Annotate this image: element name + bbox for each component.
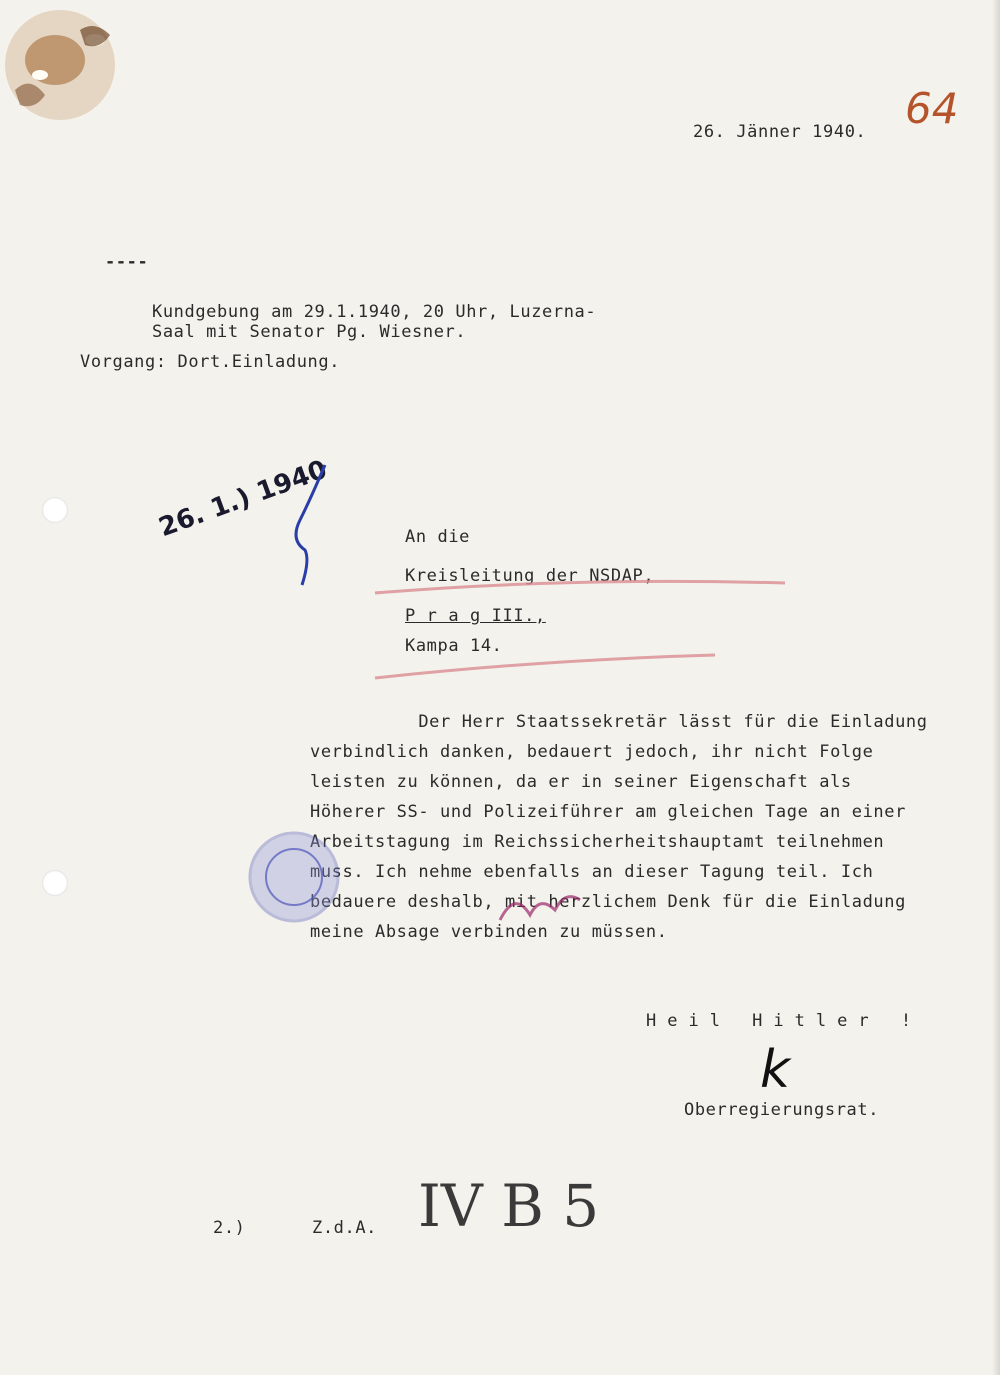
recipient-line-4: Kampa 14. <box>405 636 503 656</box>
red-underline-2 <box>370 650 720 685</box>
seal-outer-ring <box>250 833 338 921</box>
recipient-line-1: An die <box>405 527 471 547</box>
salutation: Heil Hitler ! <box>646 1011 923 1031</box>
body-line: Arbeitstagung im Reichssicherheitshauptamt teilnehmen <box>310 832 885 852</box>
body-line: meine Absage verbinden zu müssen. <box>310 922 668 942</box>
punch-hole-bottom <box>42 870 68 896</box>
folio-number: 64 <box>905 84 959 133</box>
punch-hole-top <box>42 497 68 523</box>
red-underline-1 <box>370 575 790 600</box>
red-pencil-stroke-2 <box>375 655 715 678</box>
recipient-line-2: Kreisleitung der NSDAP, <box>405 566 655 586</box>
signatory-title: Oberregierungsrat. <box>684 1100 880 1120</box>
subject-line-1: Kundgebung am 29.1.1940, 20 Uhr, Luzerna- <box>152 302 597 322</box>
purple-stroke <box>500 897 580 920</box>
body-line: verbindlich danken, bedauert jedoch, ihr nicht Folge <box>310 742 874 762</box>
dash-mark: ---- <box>105 252 149 272</box>
pencil-stroke <box>296 465 325 585</box>
filing-mark: IV B 5 <box>418 1172 600 1240</box>
body-line: muss. Ich nehme ebenfalls an dieser Tagung teil. Ich <box>310 862 874 882</box>
purple-initials-mark <box>495 880 585 940</box>
reference-line: Vorgang: Dort.Einladung. <box>80 352 341 372</box>
body-line: Höherer SS- und Polizeiführer am gleichen Tage an einer <box>310 802 906 822</box>
footer-instruction: Z.d.A. <box>312 1218 378 1238</box>
burn-stain <box>0 0 160 150</box>
received-date-stamp: 26. 1.) 1940 <box>155 454 332 544</box>
stain-hole-2 <box>32 70 48 80</box>
signature: k <box>760 1040 791 1100</box>
blue-pencil-mark <box>280 460 340 590</box>
red-pencil-stroke-1 <box>375 581 785 593</box>
office-seal-stamp <box>247 830 342 925</box>
body-line: Der Herr Staatssekretär lässt für die Einladung <box>310 712 928 732</box>
subject-line-2: Saal mit Senator Pg. Wiesner. <box>152 322 467 342</box>
letter-body <box>310 707 990 947</box>
body-line: leisten zu können, da er in seiner Eigenschaft als <box>310 772 852 792</box>
recipient-line-3: P r a g III., <box>405 606 546 626</box>
page-edge <box>992 0 1000 1375</box>
body-line: bedauere deshalb, mit herzlichem Denk für die Einladung <box>310 892 906 912</box>
footer-item-number: 2.) <box>213 1218 246 1238</box>
document-date: 26. Jänner 1940. <box>693 122 867 142</box>
